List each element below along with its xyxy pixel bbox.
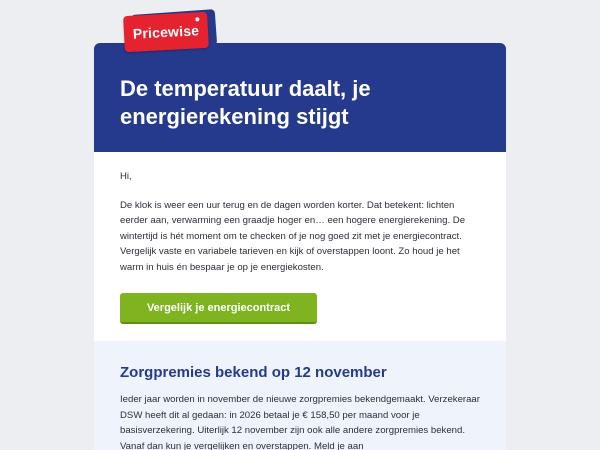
logo-text: Pricewise [132, 22, 200, 42]
pricewise-logo[interactable] [124, 10, 220, 52]
compare-energy-contract-button[interactable]: Vergelijk je energiecontract [120, 293, 317, 324]
section-body: Ieder jaar worden in november de nieuwe zorgpremies bekendgemaakt. Verzekeraar DSW heeft dit al gedaan: in 2026 betaal je € 158,50 per maand voor je basisverzekering. Uiterlijk 12 november zijn ook alle andere zorgpremies bekend. Vanaf dan kun je vergelijken en overstappen. Meld je aan [120, 394, 480, 450]
health-premium-section [94, 341, 506, 450]
greeting: Hi, [120, 171, 132, 182]
logo-dot [195, 17, 199, 21]
email-card [94, 43, 506, 450]
section-title: Zorgpremies bekend op 12 november [120, 364, 387, 381]
body-text: De klok is weer een uur terug en de dagen worden korter. Dat betekent: lichten eerder aan, verwarming een graadje hoger en… een hogere energierekening. De wintertijd is hét moment om te checken of je nog goed zit met je energiecontract. Vergelijk vaste en variabele tarieven en kijk of overstappen loont. Zo houd je het warm in huis én bespaar je op je energiekosten. [120, 199, 466, 273]
email-content [94, 152, 506, 324]
hero-title: De temperatuur daalt, je energierekening stijgt [120, 75, 371, 129]
logo-badge [123, 12, 209, 52]
hero-banner [94, 43, 506, 152]
